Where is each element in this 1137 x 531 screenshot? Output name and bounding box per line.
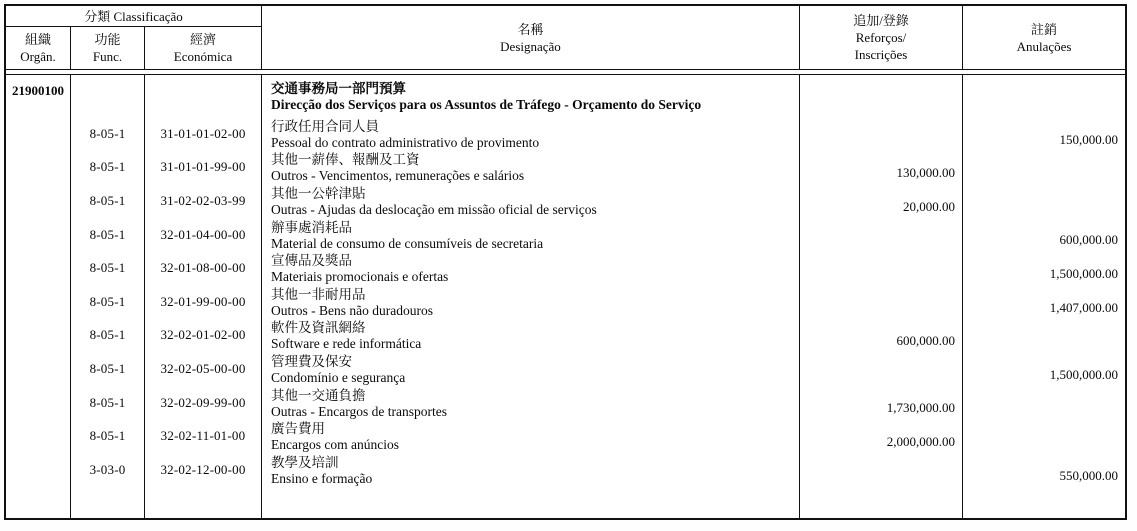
cell-organ [6,218,71,252]
table-row [6,285,1125,319]
designation-pt: Software e rede informática [271,336,422,352]
cell-designation [262,117,800,151]
cell-reinforcement-amount: 20,000.00 [800,184,963,218]
cell-func-code: 8-05-1 [71,218,145,252]
cell-cancellation-amount: 550,000.00 [1059,467,1118,483]
cell-organ [6,386,71,420]
cell-organ [6,319,71,353]
designation-pt: Outros - Vencimentos, remunerações e salários [271,168,525,184]
header-designation-zh: 名稱 [517,21,544,37]
cell-func-code: 8-05-1 [71,386,145,420]
section-row [6,75,1125,117]
cell-econ-code: 32-02-01-02-00 [145,319,262,353]
table-header [6,6,1125,69]
section-organ-code: 21900100 [6,75,71,117]
header-reinforcements-pt2: Inscrições [854,47,908,62]
cell-cancellation-empty [963,75,1125,117]
cell-func-code: 8-05-1 [71,184,145,218]
filler-cell [963,487,1125,518]
header-cancellations [963,6,1125,69]
cell-designation [262,419,800,453]
header-classification-label: 分類 Classificação [84,8,183,24]
cell-organ [6,352,71,386]
cell-cancellation-amount [963,386,1125,420]
cell-reinforcement-empty [800,75,963,117]
cell-cancellation-amount [963,184,1125,218]
designation-pt: Outros - Bens não duradouros [271,302,433,318]
designation-zh: 宣傳品及獎品 [271,253,352,269]
cell-func-code: 8-05-1 [71,319,145,353]
designation-pt: Encargos com anúncios [271,437,399,453]
header-econ [145,27,262,69]
header-reinforcements-pt1: Reforços/ [855,30,907,45]
header-organ-zh: 組織 [24,32,51,47]
cell-organ [6,285,71,319]
designation-pt: Material de consumo de consumíveis de secretaria [271,235,544,251]
filler-cell [262,487,800,518]
table-row [6,151,1125,185]
header-organ [6,27,71,69]
header-func-pt: Func. [92,49,123,64]
header-econ-pt: Económica [173,49,233,64]
cell-cancellation-amount: 1,500,000.00 [1049,265,1118,281]
header-cancellations-pt: Anulações [1016,38,1072,54]
header-designation [262,6,800,69]
cell-func-code: 8-05-1 [71,117,145,151]
table-row [6,218,1125,252]
cell-organ [6,453,71,487]
cell-organ [6,419,71,453]
filler-cell [800,487,963,518]
table-row [6,184,1125,218]
cell-designation [262,453,800,487]
cell-econ-code: 32-02-09-99-00 [145,386,262,420]
section-title [262,75,800,117]
header-classification [6,6,262,27]
header-econ-zh: 經濟 [189,32,216,47]
cell-econ-code: 31-02-02-03-99 [145,184,262,218]
cell-cancellation-amount: 150,000.00 [1059,131,1118,147]
filler-row [6,487,1125,518]
cell-reinforcement-amount [800,251,963,285]
header-func-zh: 功能 [94,32,121,47]
cell-designation [262,184,800,218]
header-func [71,27,145,69]
cell-cancellation-amount [963,419,1125,453]
designation-zh: 管理費及保安 [271,353,352,369]
cell-reinforcement-amount [800,117,963,151]
table-body [6,75,1125,518]
designation-zh: 教學及培訓 [271,454,339,470]
cell-func-code: 8-05-1 [71,285,145,319]
cell-func-code: 8-05-1 [71,419,145,453]
cell-reinforcement-amount [800,453,963,487]
designation-zh: 辦事處消耗品 [271,219,352,235]
table-row [6,117,1125,151]
designation-zh: 行政任用合同人員 [271,118,379,134]
cell-organ [6,151,71,185]
cell-reinforcement-amount: 600,000.00 [800,319,963,353]
filler-cell [145,487,262,518]
designation-zh: 其他一薪俸、報酬及工資 [271,152,420,168]
cell-designation [262,151,800,185]
table-row [6,386,1125,420]
cell-organ [6,117,71,151]
cell-reinforcement-amount: 2,000,000.00 [800,419,963,453]
header-organ-pt: Orgân. [20,49,56,64]
cell-func-code: 8-05-1 [71,352,145,386]
cell-econ-code: 32-02-11-01-00 [145,419,262,453]
cell-cancellation-amount [963,319,1125,353]
cell-cancellation-amount [963,151,1125,185]
designation-pt: Condomínio e segurança [271,369,406,385]
header-reinforcements [800,6,963,69]
designation-pt: Outras - Encargos de transportes [271,403,447,419]
cell-reinforcement-amount [800,352,963,386]
designation-zh: 廣告費用 [271,421,325,437]
section-title-zh: 交通事務局一部門預算 [271,81,406,96]
cell-cancellation-amount: 600,000.00 [1059,232,1118,248]
header-reinforcements-zh: 追加/登錄 [853,13,909,28]
cell-cancellation-amount: 1,500,000.00 [1049,366,1118,382]
cell-econ-code: 31-01-01-02-00 [145,117,262,151]
designation-zh: 其他一公幹津貼 [271,185,366,201]
designation-pt: Outras - Ajudas da deslocação em missão oficial de serviços [271,201,597,217]
cell-econ-empty [145,75,262,117]
cell-func-code: 8-05-1 [71,251,145,285]
cell-reinforcement-amount: 1,730,000.00 [800,386,963,420]
section-title-pt: Direcção dos Serviços para os Assuntos de Tráfego - Orçamento do Serviço [271,97,702,112]
cell-reinforcement-amount: 130,000.00 [800,151,963,185]
cell-designation [262,386,800,420]
cell-reinforcement-amount [800,285,963,319]
filler-cell [6,487,71,518]
cell-econ-code: 32-01-04-00-00 [145,218,262,252]
designation-zh: 其他一交通負擔 [271,387,366,403]
cell-designation [262,319,800,353]
cell-designation [262,352,800,386]
cell-designation [262,218,800,252]
cell-func-code: 8-05-1 [71,151,145,185]
header-designation-pt: Designação [500,38,561,54]
cell-func-code: 3-03-0 [71,453,145,487]
filler-cell [71,487,145,518]
designation-pt: Materiais promocionais e ofertas [271,269,449,285]
cell-econ-code: 32-01-08-00-00 [145,251,262,285]
table-row [6,251,1125,285]
cell-func-empty [71,75,145,117]
designation-pt: Pessoal do contrato administrativo de provimento [271,134,540,150]
designation-pt: Ensino e formação [271,470,373,486]
cell-organ [6,251,71,285]
header-cancellations-zh: 註銷 [1030,21,1057,37]
budget-table [4,4,1127,520]
table-row [6,319,1125,353]
designation-zh: 軟件及資訊網絡 [271,320,366,336]
cell-econ-code: 32-02-05-00-00 [145,352,262,386]
table-row [6,352,1125,386]
cell-econ-code: 32-01-99-00-00 [145,285,262,319]
cell-cancellation-amount: 1,407,000.00 [1049,299,1118,315]
cell-econ-code: 32-02-12-00-00 [145,453,262,487]
cell-designation [262,251,800,285]
table-row [6,453,1125,487]
cell-econ-code: 31-01-01-99-00 [145,151,262,185]
cell-organ [6,184,71,218]
cell-designation [262,285,800,319]
cell-reinforcement-amount [800,218,963,252]
table-row [6,419,1125,453]
designation-zh: 其他一非耐用品 [271,286,366,302]
